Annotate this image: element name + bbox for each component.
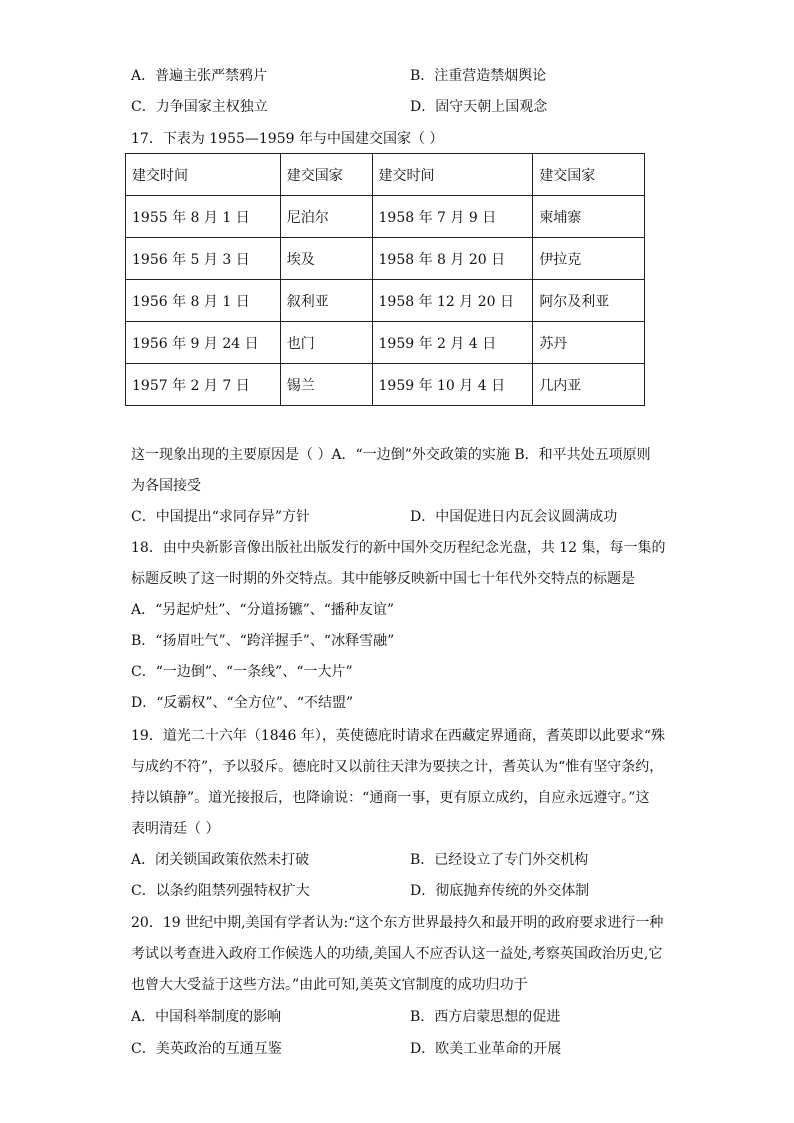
q16-option-d: D．固守天朝上国观念 xyxy=(410,99,548,115)
q18-option-b: B．“扬眉吐气”、“跨洋握手”、“冰释雪融” xyxy=(131,633,395,649)
table-cell: 1958 年 12 月 20 日 xyxy=(372,280,533,322)
table-cell: 尼泊尔 xyxy=(280,196,372,238)
table-header-cell: 建交国家 xyxy=(280,154,372,196)
table-cell: 叙利亚 xyxy=(280,280,372,322)
q18-option-d: D．“反霸权”、“全方位”、“不结盟” xyxy=(131,695,354,711)
table-header-row xyxy=(126,154,645,196)
table-cell: 1956 年 8 月 1 日 xyxy=(126,280,281,322)
q16-option-b: B．注重营造禁烟舆论 xyxy=(410,68,547,84)
table-row xyxy=(126,280,645,322)
table-cell: 1957 年 2 月 7 日 xyxy=(126,364,281,406)
table-cell: 1955 年 8 月 1 日 xyxy=(126,196,281,238)
table-header-cell: 建交时间 xyxy=(372,154,533,196)
table-cell: 柬埔寨 xyxy=(533,196,645,238)
q20-option-d: D．欧美工业革命的开展 xyxy=(410,1041,562,1057)
q19-stem-line3: 持以镇静”。道光接报后，也降谕说：“通商一事，更有原立成约，自应永远遵守。”这 xyxy=(131,790,650,806)
q17-stem: 17．下表为 1955—1959 年与中国建交国家（ ） xyxy=(131,131,444,147)
q20-option-a: A．中国科举制度的影响 xyxy=(131,1009,282,1025)
table-cell: 几内亚 xyxy=(533,364,645,406)
q16-option-a: A．普遍主张严禁鸦片 xyxy=(131,68,268,84)
q20-option-b: B．西方启蒙思想的促进 xyxy=(410,1009,561,1025)
table-cell: 1956 年 9 月 24 日 xyxy=(126,322,281,364)
q19-option-c: C．以条约阻禁列强特权扩大 xyxy=(131,883,310,899)
table-cell: 1958 年 7 月 9 日 xyxy=(372,196,533,238)
table-cell: 1959 年 10 月 4 日 xyxy=(372,364,533,406)
q19-stem-line4: 表明清廷（ ） xyxy=(131,821,220,837)
q17-option-d: D．中国促进日内瓦会议圆满成功 xyxy=(410,509,618,525)
q19-option-a: A．闭关锁国政策依然未打破 xyxy=(131,852,310,868)
table-cell: 1956 年 5 月 3 日 xyxy=(126,238,281,280)
table-cell: 阿尔及利亚 xyxy=(533,280,645,322)
table-cell: 苏丹 xyxy=(533,322,645,364)
q19-stem-line1: 19．道光二十六年（1846 年），英使德庇时请求在西藏定界通商，耆英即以此要求“殊 xyxy=(131,728,666,744)
table-row xyxy=(126,238,645,280)
table-row xyxy=(126,196,645,238)
table-cell: 伊拉克 xyxy=(533,238,645,280)
q18-option-c: C．“一边倒”、“一条线”、“一大片” xyxy=(131,664,353,680)
table-row xyxy=(126,322,645,364)
q20-option-c: C．美英政治的互通互鉴 xyxy=(131,1041,282,1057)
table-cell: 1958 年 8 月 20 日 xyxy=(372,238,533,280)
q19-option-b: B．已经设立了专门外交机构 xyxy=(410,852,589,868)
q20-stem-line2: 考试以考查进入政府工作候选人的功绩,美国人不应否认这一益处,考察英国政治历史,它 xyxy=(131,946,663,962)
table-row xyxy=(126,364,645,406)
table-cell: 锡兰 xyxy=(280,364,372,406)
q17-option-c: C．中国提出“求同存异”方针 xyxy=(131,509,311,525)
q19-stem-line2: 与成约不符”，予以驳斥。德庇时又以前往天津为要挟之计，耆英认为“惟有坚守条约， xyxy=(131,759,664,775)
table-header-cell: 建交国家 xyxy=(533,154,645,196)
table-cell: 埃及 xyxy=(280,238,372,280)
q20-stem-line1: 20．19 世纪中期,美国有学者认为:“这个东方世界最持久和最开明的政府要求进行一种 xyxy=(131,915,664,931)
q16-option-c: C．力争国家主权独立 xyxy=(131,99,268,115)
table-cell: 1959 年 2 月 4 日 xyxy=(372,322,533,364)
q17-followup-line2: 为各国接受 xyxy=(131,478,201,494)
diplomatic-relations-table xyxy=(125,153,645,406)
table-cell: 也门 xyxy=(280,322,372,364)
q19-option-d: D．彻底抛弃传统的外交体制 xyxy=(410,883,590,899)
table-header-cell: 建交时间 xyxy=(126,154,281,196)
q18-stem-line2: 标题反映了这一时期的外交特点。其中能够反映新中国七十年代外交特点的标题是 xyxy=(131,571,635,587)
q17-followup-line1: 这一现象出现的主要原因是（ ）A．“一边倒”外交政策的实施 B．和平共处五项原则 xyxy=(131,447,651,463)
q20-stem-line3: 也曾大大受益于这些方法。”由此可知,美英文官制度的成功归功于 xyxy=(131,977,528,993)
q18-stem-line1: 18．由中央新影音像出版社出版发行的新中国外交历程纪念光盘，共 12 集，每一集的 xyxy=(131,540,666,556)
q18-option-a: A．“另起炉灶”、“分道扬镳”、“播种友谊” xyxy=(131,602,395,618)
